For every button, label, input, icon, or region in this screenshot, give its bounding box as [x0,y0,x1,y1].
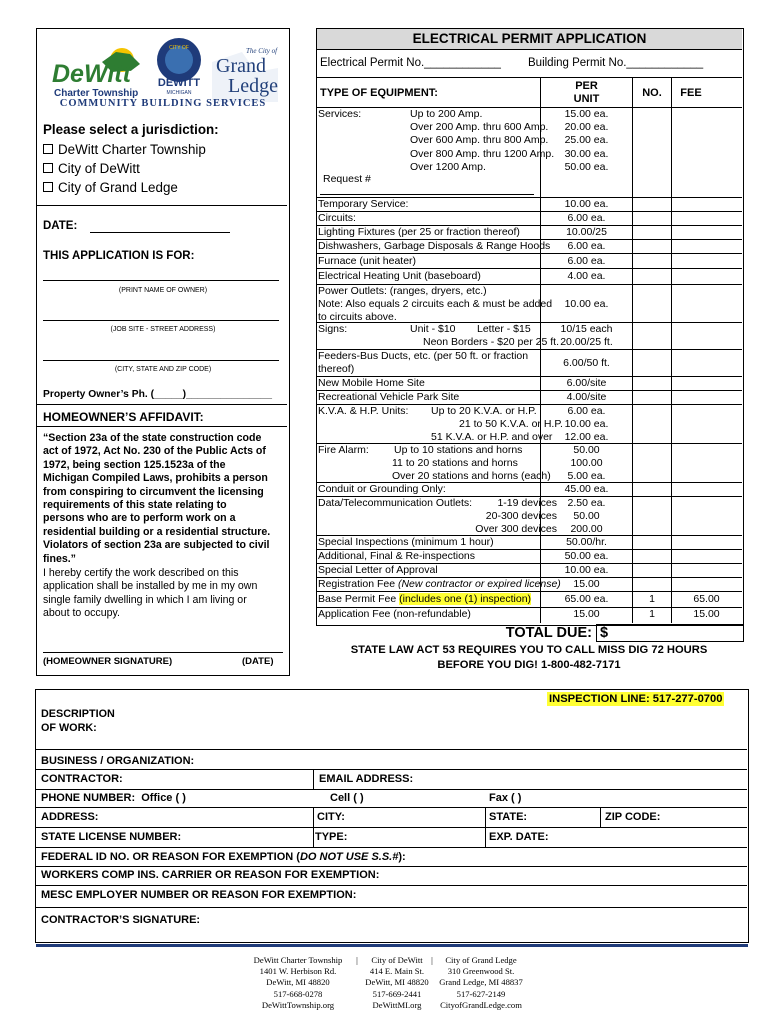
power-outlets-item: Power Outlets: (ranges, dryers, etc.) Note: Also equals 2 circuits each & must be added to circuits above. [318,285,553,324]
base-fee-rate: 65.00 ea. [564,593,609,605]
owner-phone-field[interactable]: Property Owner’s Ph. (_____)_______________ [43,389,272,400]
date-label: DATE: [43,220,78,232]
owner-name-field[interactable] [43,270,279,281]
electrical-permit-number[interactable]: Electrical Permit No.____________ [320,57,501,69]
application-for-label: THIS APPLICATION IS FOR: [43,250,195,262]
divider [37,426,287,427]
address-label: ADDRESS: [41,811,99,823]
rv-site-rate: 4.00/site [566,391,607,403]
footer-grand-ledge: City of Grand Ledge 310 Greenwood St. Grand Ledge, MI 48837 517-627-2149 CityofGrandLedge.com [436,955,526,1011]
registration-fee-rate: 15.00 [573,578,600,590]
fee-item: Additional, Final & Re-inspections [318,550,475,562]
base-fee-no: 1 [649,593,655,605]
feeders-rate: 6.00/50 ft. [563,357,610,369]
app-fee-fee: 15.00 [693,608,720,620]
city-dewitt-website-link[interactable]: DeWittMI.org [372,999,422,1010]
fee-rate: 6.00 ea. [567,255,606,267]
footer-city-dewitt: City of DeWitt 414 E. Main St. DeWitt, MI 48820 517-669-2441 DeWittMI.org [360,955,434,1011]
kva-items: Up to 20 K.V.A. or H.P. 21 to 50 K.V.A. or H.P. 51 K.V.A. or H.P. and over [431,405,563,444]
jurisdiction-prompt: Please select a jurisdiction: [43,122,219,137]
city-state-zip-caption: (CITY, STATE AND ZIP CODE) [114,366,212,373]
signs-label: Signs: [318,323,348,335]
app-fee-rate: 15.00 [573,608,600,620]
checkbox-icon[interactable] [43,182,53,192]
job-site-field[interactable] [43,310,279,321]
app-fee-item: Application Fee (non-refundable) [318,608,471,620]
total-due-box[interactable] [596,624,744,642]
homeowner-date-label: (DATE) [242,656,274,667]
type-label: TYPE: [315,831,348,843]
divider [36,769,747,770]
request-field[interactable] [320,184,534,195]
city-dewitt-logo [150,36,208,98]
services-rates: 15.00 ea. 20.00 ea. 25.00 ea. 30.00 ea. 50.00 ea. [564,108,609,173]
divider [37,205,287,206]
col-divider [632,77,633,623]
telecom-rates: 2.50 ea. 50.00 200.00 [567,497,606,536]
affidavit-statute: “Section 23a of the state construction code act of 1972, Act No. 230 of the Public Acts of 1972, being section 125.1523a of the Michigan Compiled Laws, prohibits a person from conspiring to circumvent the licensing requirements of this state relating to persons who are to perform work on a residential building or a residential structure. Violators of section 23a are subjected to civil fines.” [43,432,271,565]
feeders-item: Feeders-Bus Ducts, etc. (per 50 ft. or fraction thereof) [318,350,529,376]
col-divider [671,77,672,623]
conduit-item: Conduit or Grounding Only: [318,483,446,495]
footer-township: DeWitt Charter Township 1401 W. Herbison Rd. DeWitt, MI 48820 517-668-0278 DeWittTownship.org [248,955,348,1011]
fire-alarm-item: 11 to 20 stations and horns [392,457,518,469]
col-no-header: NO. [642,87,662,99]
jurisdiction-option-city-dewitt[interactable]: City of DeWitt [43,161,140,177]
community-services-title: COMMUNITY BUILDING SERVICES [59,98,267,109]
state-label: STATE: [489,811,528,823]
mobile-home-rate: 6.00/site [566,377,607,389]
fee-item: Furnace (unit heater) [318,255,417,267]
signs-letter: Letter - $15 [477,323,531,335]
kva-rates: 6.00 ea. 10.00 ea. 12.00 ea. [564,405,609,444]
divider [36,807,747,808]
workers-comp-label: WORKERS COMP INS. CARRIER OR REASON FOR EXEMPTION: [41,869,380,881]
registration-fee-item: Registration Fee (New contractor or expired license) [318,578,561,590]
grand-ledge-website-link[interactable]: CityofGrandLedge.com [440,999,522,1010]
signs-neon: Neon Borders - $20 per 25 ft. [423,336,559,348]
dewitt-township-sub: Charter Township [54,88,139,99]
total-due-currency: $ [600,625,609,641]
telecom-items: 1-19 devices 20-300 devices Over 300 devices [475,497,557,536]
power-outlets-rate: 10.00 ea. [564,298,609,310]
exp-date-label: EXP. DATE: [489,831,549,843]
divider [317,253,742,254]
fee-rate: 10.00 ea. [564,198,609,210]
job-site-caption: (JOB SITE - STREET ADDRESS) [110,326,216,333]
base-fee-fee: 65.00 [693,593,720,605]
zip-label: ZIP CODE: [605,811,661,823]
fee-item: Electrical Heating Unit (baseboard) [318,270,481,282]
miss-dig-line-1: STATE LAW ACT 53 REQUIRES YOU TO CALL MISS DIG 72 HOURS [350,644,708,656]
checkbox-icon[interactable] [43,163,53,173]
divider [36,885,747,886]
description-field[interactable] [130,708,746,748]
footer-rule [36,944,748,947]
request-label: Request # [323,173,371,185]
col-per-unit-header: PER UNIT [573,80,600,105]
fee-item: Special Inspections (minimum 1 hour) [318,536,494,548]
city-label: CITY: [317,811,345,823]
description-label: DESCRIPTION OF WORK: [41,708,115,734]
city-dewitt-top: CITY OF [169,45,189,51]
dewitt-township-main: DeWitt [52,60,131,88]
fax-field[interactable]: Fax ( ) [489,792,522,804]
fee-rate: 4.00 ea. [567,270,606,282]
affidavit-heading: HOMEOWNER’S AFFIDAVIT: [43,410,204,424]
fee-rate: 10.00 ea. [564,564,609,576]
signs-rates: 10/15 each 20.00/25 ft. [560,323,613,349]
fee-rate: 50.00 ea. [564,550,609,562]
fee-item: Dishwashers, Garbage Disposals & Range Hoods [318,240,551,252]
homeowner-signature-label: (HOMEOWNER SIGNATURE) [43,656,173,667]
conduit-rate: 45.00 ea. [564,483,609,495]
contractor-signature-label: CONTRACTOR’S SIGNATURE: [41,914,201,926]
cell-phone-field[interactable]: Cell ( ) [330,792,364,804]
footer-separator: | [356,955,358,965]
fire-alarm-rates: 50.00 100.00 5.00 ea. [567,444,606,483]
app-fee-no: 1 [649,608,655,620]
divider [36,827,747,828]
city-dewitt-sub: MICHIGAN [166,90,192,96]
fee-rate: 6.00 ea. [567,212,606,224]
date-field[interactable] [90,220,230,233]
fee-rate: 6.00 ea. [567,240,606,252]
checkbox-icon[interactable] [43,144,53,154]
owner-name-caption: (PRINT NAME OF OWNER) [118,287,208,294]
homeowner-signature-field[interactable] [43,642,283,653]
divider [37,404,287,405]
footer-separator: | [431,955,433,965]
divider [36,847,747,848]
city-state-zip-field[interactable] [43,350,279,361]
fee-item: Circuits: [318,212,356,224]
divider [317,77,742,78]
divider [317,591,742,592]
grand-ledge-top: The City of [246,47,278,55]
divider [36,907,747,908]
affidavit-certify: I hereby certify the work described on this application shall be installed by me in my own single family dwelling in which I am living or about to occupy. [43,567,258,620]
services-items: Up to 200 Amp. Over 200 Amp. thru 600 Amp. Over 600 Amp. thru 800 Amp. Over 800 Amp. thru 1200 Amp. Over 1200 Amp. [410,108,555,173]
col-type-header: TYPE OF EQUIPMENT: [320,87,438,99]
fee-item: Temporary Service: [318,198,409,210]
email-label: EMAIL ADDRESS: [319,773,414,785]
base-fee-item: Base Permit Fee (includes one (1) inspection) [318,593,532,605]
fire-alarm-item: Over 20 stations and horns (each) [392,470,551,482]
office-phone-field[interactable]: Office ( ) [141,792,186,804]
divider [317,443,742,444]
divider [317,268,742,269]
mobile-home-item: New Mobile Home Site [318,377,425,389]
grand-ledge-main-2: Ledge [228,75,278,97]
divider [36,749,747,750]
fee-rate: 50.00/hr. [566,536,607,548]
contractor-label: CONTRACTOR: [41,773,123,785]
divider [36,866,747,867]
signs-unit: Unit - $10 [410,323,456,335]
total-due-label: TOTAL DUE: [505,625,592,641]
business-label: BUSINESS / ORGANIZATION: [41,755,195,767]
inspection-line: INSPECTION LINE: 517-277-0700 [549,693,723,705]
divider [317,211,742,212]
license-label: STATE LICENSE NUMBER: [41,831,182,843]
building-permit-number[interactable]: Building Permit No.____________ [528,57,704,69]
grand-ledge-main-1: Grand [216,55,266,77]
divider [36,789,747,790]
fee-item: Special Letter of Approval [318,564,438,576]
township-website-link[interactable]: DeWittTownship.org [261,999,335,1010]
grand-ledge-logo [212,42,278,104]
col-fee-header: FEE [680,87,702,99]
fee-item: Lighting Fixtures (per 25 or fraction thereof) [318,226,520,238]
phone-label: PHONE NUMBER: Office ( ) [41,792,186,804]
fire-alarm-label: Fire Alarm: [318,444,369,456]
mesc-label: MESC EMPLOYER NUMBER OR REASON FOR EXEMPTION: [41,889,357,901]
fee-rate: 10.00/25 [566,226,607,238]
jurisdiction-option-grand-ledge[interactable]: City of Grand Ledge [43,180,178,196]
col-divider [600,807,601,827]
rv-site-item: Recreational Vehicle Park Site [318,391,460,403]
telecom-label: Data/Telecommunication Outlets: [318,497,473,509]
services-label: Services: [318,108,362,120]
federal-id-label: FEDERAL ID NO. OR REASON FOR EXEMPTION (DO NOT USE S.S.#): [41,851,406,863]
jurisdiction-option-township[interactable]: DeWitt Charter Township [43,142,206,158]
kva-label: K.V.A. & H.P. Units: [318,405,409,417]
col-divider [313,769,314,789]
permit-title: ELECTRICAL PERMIT APPLICATION [412,31,647,46]
miss-dig-line-2: BEFORE YOU DIG! 1-800-482-7171 [437,659,621,671]
city-dewitt-main: DEWITT [157,77,201,89]
fire-alarm-item: Up to 10 stations and horns [394,444,523,456]
dewitt-township-logo [52,44,152,106]
